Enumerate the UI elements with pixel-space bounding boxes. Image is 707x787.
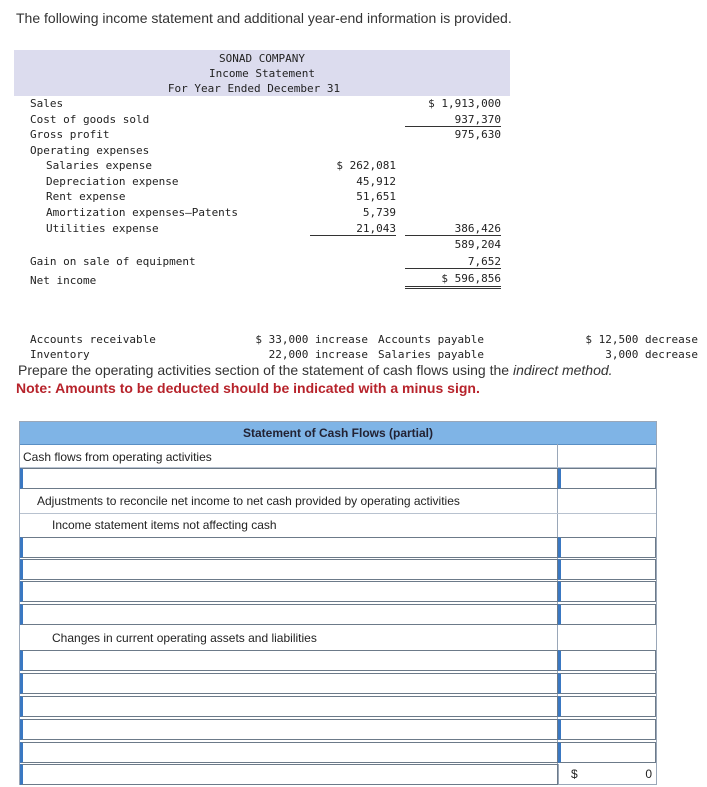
net-cash-total-value: 0 [645,767,652,781]
noncash-amount-3-input[interactable] [558,581,656,602]
statement-period: For Year Ended December 31 [167,82,341,95]
salaries-payable-label: Salaries payable [378,348,484,361]
changes-heading: Changes in current operating assets and liabilities [52,631,317,645]
cash-flow-title-text: Statement of Cash Flows (partial) [242,426,434,440]
noncash-item-1-input[interactable] [20,537,558,558]
cash-flow-table-title [20,422,656,445]
instructions-main: Prepare the operating activities section of the statement of cash flows using the [18,362,513,378]
change-amount-1-input[interactable] [558,650,656,671]
depreciation-expense-label: Depreciation expense [46,175,179,188]
operating-expenses-label: Operating expenses [30,144,150,157]
depreciation-expense-value: 45,912 [356,175,396,188]
adjustments-heading: Adjustments to reconcile net income to net cash provided by operating activities [37,494,460,508]
cogs-value: 937,370 [405,113,501,127]
non-cash-items-row [20,514,656,536]
gross-profit-value: 975,630 [454,128,501,141]
salaries-expense-label: Salaries expense [46,159,152,172]
non-cash-items-heading: Income statement items not affecting cash [52,518,277,532]
noncash-amount-2-input[interactable] [558,559,656,580]
adjustments-row [20,490,656,512]
noncash-amount-1-input[interactable] [558,537,656,558]
income-statement-header [14,50,510,96]
instructions [18,362,613,378]
amortization-expense-label: Amortization expenses—Patents [46,206,239,219]
accounts-receivable-change: $ 33,000 increase [255,333,368,346]
accounts-payable-change: $ 12,500 decrease [585,333,698,346]
change-item-3-input[interactable] [20,696,558,717]
noncash-amount-4-input[interactable] [558,604,656,625]
section-heading-row [20,446,656,468]
accounts-payable-label: Accounts payable [378,333,484,346]
gross-profit-label: Gross profit [30,128,110,141]
net-income-value: $ 596,856 [405,272,501,289]
change-amount-5-input[interactable] [558,742,656,763]
salaries-expense-value: $ 262,081 [336,159,396,172]
gain-on-sale-label: Gain on sale of equipment [30,255,196,268]
change-amount-3-input[interactable] [558,696,656,717]
change-item-4-input[interactable] [20,719,558,740]
changes-row [20,627,656,649]
currency-symbol: $ [571,767,578,781]
intro-text: The following income statement and additional year-end information is provided. [16,10,512,26]
inventory-change: 22,000 increase [268,348,368,361]
net-cash-description-input[interactable] [20,764,558,785]
sales-value: $ 1,913,000 [428,97,501,110]
net-income-amount-input[interactable] [558,468,656,489]
change-item-5-input[interactable] [20,742,558,763]
rent-expense-label: Rent expense [46,190,126,203]
operating-expenses-total: 386,426 [405,222,501,236]
change-item-1-input[interactable] [20,650,558,671]
salaries-payable-change: 3,000 decrease [605,348,698,361]
amortization-expense-value: 5,739 [362,206,396,219]
change-amount-4-input[interactable] [558,719,656,740]
utilities-expense-label: Utilities expense [46,222,159,235]
noncash-item-2-input[interactable] [20,559,558,580]
change-amount-2-input[interactable] [558,673,656,694]
sales-label: Sales [30,97,64,110]
company-name: SONAD COMPANY [218,52,306,65]
gain-on-sale-value: 7,652 [405,255,501,269]
income-subtotal: 589,204 [454,238,501,251]
accounts-receivable-label: Accounts receivable [30,333,156,346]
rent-expense-value: 51,651 [356,190,396,203]
net-income-description-input[interactable] [20,468,558,489]
indirect-method-text: indirect method. [512,362,613,378]
operating-activities-heading: Cash flows from operating activities [23,450,212,464]
cogs-label: Cost of goods sold [30,113,150,126]
instructions-note: Note: Amounts to be deducted should be indicated with a minus sign. [16,380,480,396]
inventory-label: Inventory [30,348,90,361]
noncash-item-4-input[interactable] [20,604,558,625]
net-cash-total-cell [558,764,656,785]
noncash-item-3-input[interactable] [20,581,558,602]
utilities-expense-value: 21,043 [310,222,396,236]
change-item-2-input[interactable] [20,673,558,694]
statement-title: Income Statement [209,67,315,80]
net-income-label: Net income [30,274,97,287]
